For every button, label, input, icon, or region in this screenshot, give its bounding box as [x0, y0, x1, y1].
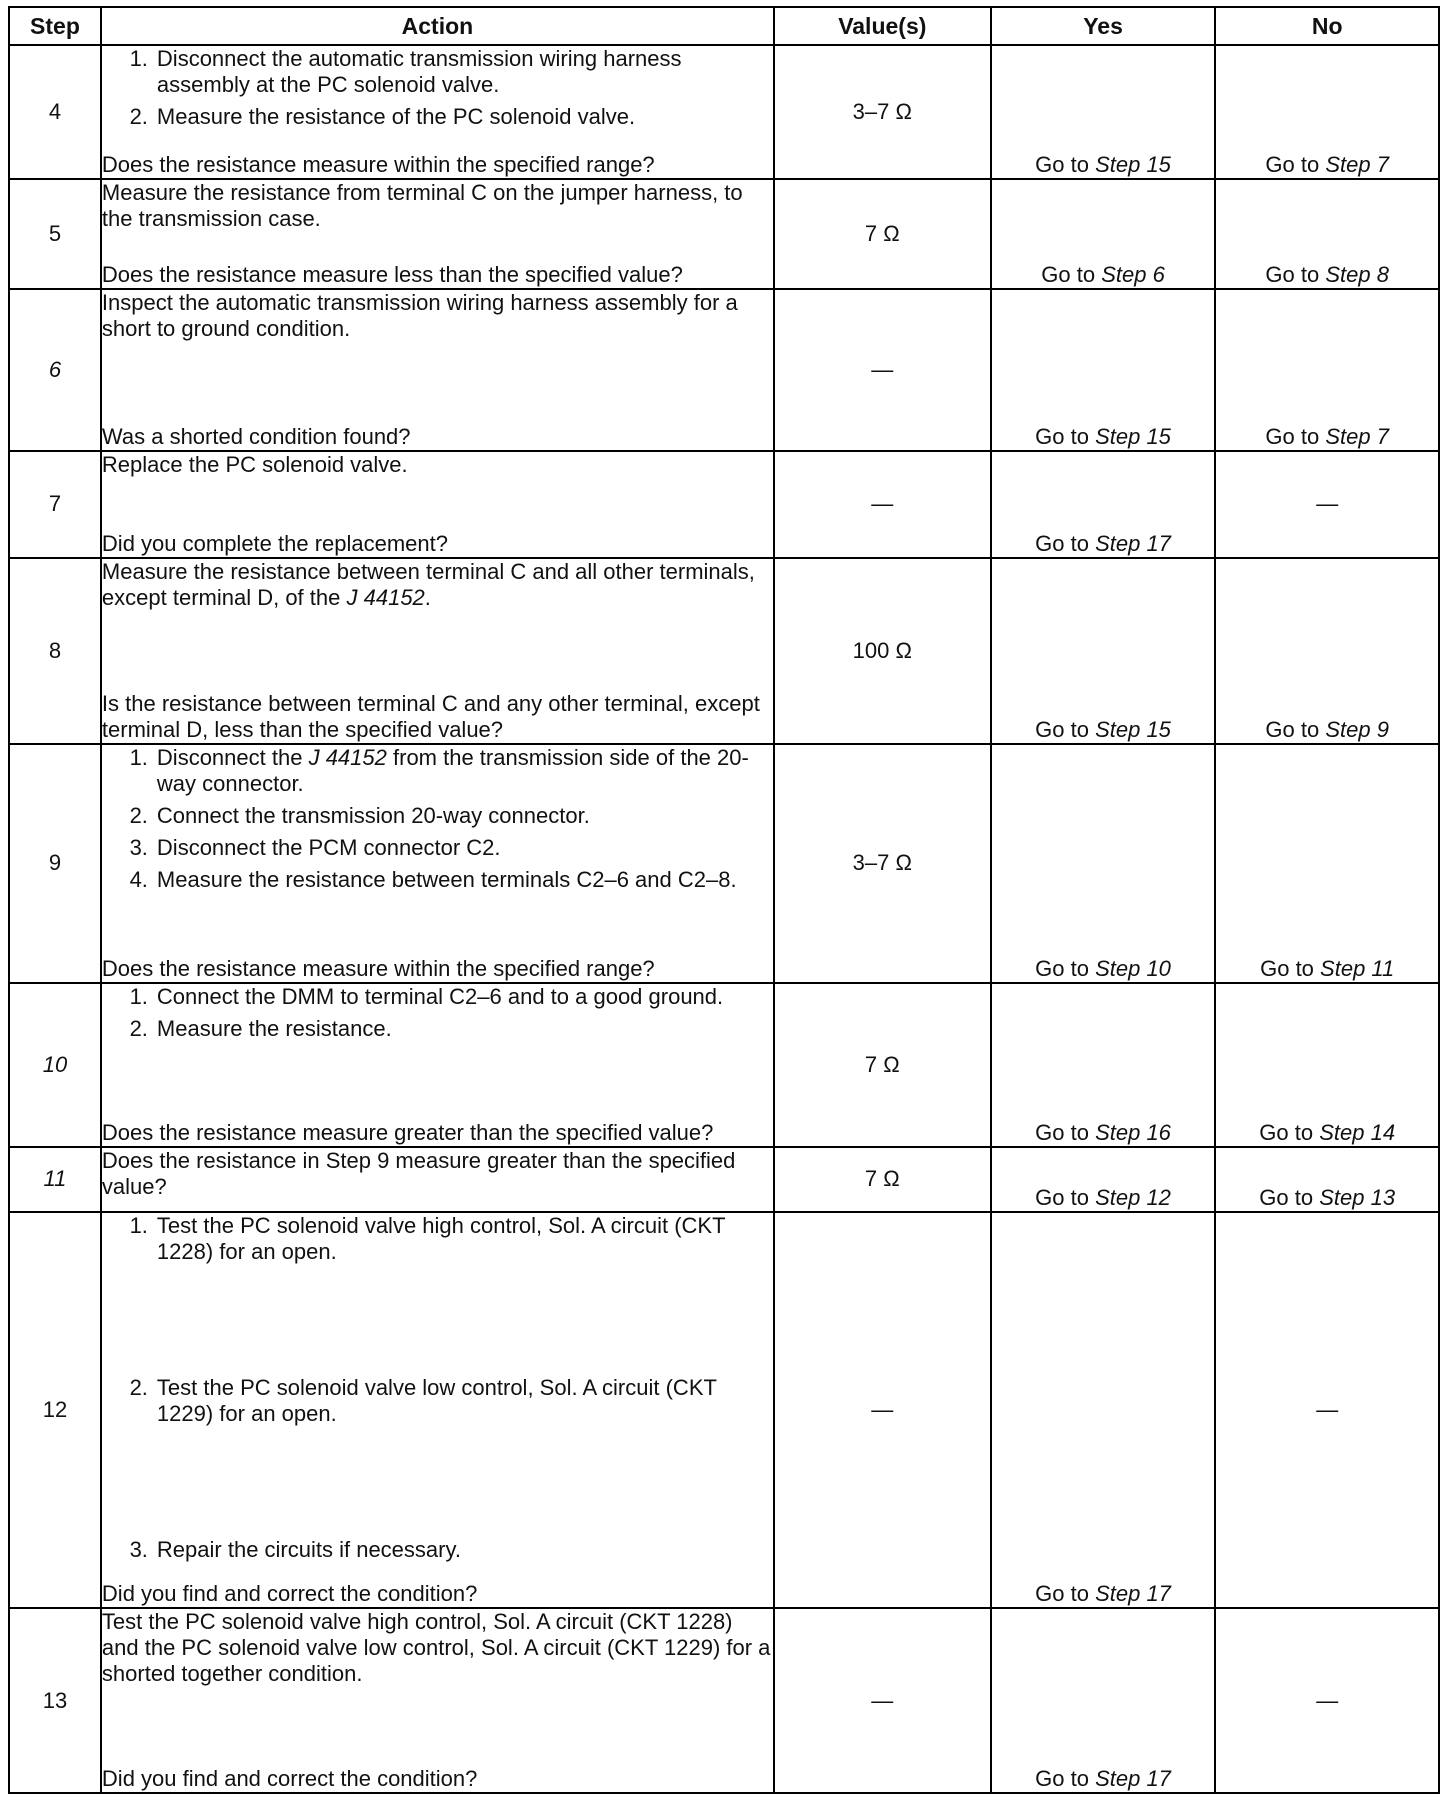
- list-item: [102, 1213, 773, 1265]
- step-number: 7: [9, 451, 101, 558]
- no-cell: —: [1215, 451, 1439, 558]
- item-number: 2.: [129, 1016, 148, 1042]
- goto-step-link[interactable]: Step 7: [1325, 152, 1389, 178]
- goto-step-link[interactable]: Step 7: [1325, 423, 1389, 449]
- value-cell: —: [774, 451, 991, 558]
- table-row: [9, 558, 1439, 744]
- instruction-text: .: [424, 584, 431, 610]
- list-item: [102, 104, 773, 130]
- list-item: [102, 835, 773, 861]
- goto-step-link[interactable]: Step 15: [1095, 716, 1171, 742]
- action-cell: [101, 1147, 774, 1213]
- step-question: Did you complete the replacement?: [101, 530, 449, 556]
- yes-cell: [991, 744, 1216, 983]
- goto-text: Go to: [1265, 262, 1320, 288]
- list-item: [102, 803, 773, 829]
- list-item: [102, 1016, 773, 1042]
- value-cell: 7 Ω: [774, 983, 991, 1147]
- step-question: Did you find and correct the condition?: [101, 1766, 478, 1791]
- goto-step-link[interactable]: Step 11: [1320, 956, 1395, 982]
- item-text: Disconnect the automatic transmission wiring harness assembly at the PC solenoid valve.: [156, 46, 682, 97]
- item-number: 2.: [129, 104, 148, 129]
- step-number: 11: [9, 1147, 101, 1213]
- list-item: [102, 745, 773, 797]
- yes-cell: [991, 983, 1216, 1147]
- yes-cell: [991, 1147, 1216, 1213]
- step-number: 13: [9, 1608, 101, 1793]
- item-text: Connect the transmission 20-way connector.: [156, 802, 590, 828]
- item-text: [157, 745, 773, 797]
- goto-step-link[interactable]: Step 12: [1095, 1185, 1171, 1211]
- header-action: Action: [101, 7, 774, 45]
- goto-step-link[interactable]: Step 10: [1095, 956, 1171, 982]
- item-text: Measure the resistance.: [156, 1016, 392, 1042]
- goto-step-link[interactable]: Step 9: [1325, 716, 1389, 742]
- yes-cell: [991, 451, 1216, 558]
- step-instruction: Test the PC solenoid valve high control, Sol. A circuit (CKT 1228) and the PC solenoid valve low control, Sol. A circuit (CKT 1229) for a shorted together condition.: [101, 1609, 771, 1687]
- no-cell: [1215, 983, 1439, 1147]
- step-number: 4: [9, 45, 101, 179]
- no-cell: [1215, 45, 1439, 179]
- goto-step-link[interactable]: Step 6: [1101, 262, 1165, 288]
- item-text: Disconnect the PCM connector C2.: [156, 834, 501, 860]
- yes-cell: [991, 558, 1216, 744]
- header-step: Step: [9, 7, 101, 45]
- list-item: [102, 1537, 773, 1563]
- goto-text: Go to: [1260, 956, 1314, 982]
- goto-text: Go to: [1259, 1185, 1314, 1211]
- step-question: Does the resistance measure greater than the specified value?: [101, 1119, 714, 1145]
- item-text: Repair the circuits if necessary.: [156, 1537, 461, 1563]
- value-cell: 3–7 Ω: [774, 744, 991, 983]
- action-steps: [102, 1213, 773, 1581]
- step-number: 5: [9, 179, 101, 289]
- list-item: [102, 984, 773, 1010]
- goto-text: Go to: [1035, 1766, 1089, 1791]
- goto-text: Go to: [1035, 1185, 1089, 1211]
- step-instruction: Measure the resistance from terminal C on the jumper harness, to the transmission case.: [101, 180, 743, 232]
- goto-text: Go to: [1035, 530, 1089, 556]
- table-row: [9, 45, 1439, 179]
- header-row: [9, 7, 1439, 45]
- goto-text: Go to: [1035, 956, 1089, 982]
- goto-step-link[interactable]: Step 13: [1319, 1185, 1396, 1211]
- table-row: [9, 451, 1439, 558]
- item-number: 3.: [129, 1537, 148, 1563]
- action-cell: [101, 1212, 774, 1608]
- header-values: Value(s): [774, 7, 991, 45]
- table-row: [9, 179, 1439, 289]
- no-cell: [1215, 1147, 1439, 1213]
- table-row: [9, 744, 1439, 983]
- table-row: [9, 1608, 1439, 1793]
- yes-cell: [991, 1608, 1216, 1793]
- step-question: Does the resistance in Step 9 measure greater than the specified value?: [101, 1147, 736, 1199]
- action-cell: [101, 744, 774, 983]
- goto-text: Go to: [1035, 152, 1089, 178]
- value-cell: —: [774, 289, 991, 451]
- step-number: 10: [9, 983, 101, 1147]
- step-number: 8: [9, 558, 101, 744]
- item-text: Test the PC solenoid valve low control, Sol. A circuit (CKT 1229) for an open.: [156, 1375, 717, 1427]
- item-number: 1.: [129, 1213, 148, 1239]
- goto-step-link[interactable]: Step 15: [1095, 152, 1171, 178]
- step-question: Does the resistance measure within the specified range?: [101, 152, 655, 178]
- instruction-text: Disconnect the: [156, 744, 303, 770]
- table-row: [9, 289, 1439, 451]
- step-instruction: [102, 559, 773, 611]
- goto-text: Go to: [1265, 423, 1320, 449]
- table-row: [9, 983, 1439, 1147]
- list-item: [102, 1375, 773, 1427]
- step-question: Does the resistance measure less than the specified value?: [101, 262, 683, 288]
- no-cell: —: [1215, 1212, 1439, 1608]
- no-cell: [1215, 179, 1439, 289]
- action-cell: [101, 179, 774, 289]
- item-number: 1.: [129, 984, 148, 1010]
- goto-text: Go to: [1035, 1119, 1089, 1145]
- goto-text: Go to: [1041, 262, 1096, 288]
- action-steps: [102, 46, 773, 136]
- item-number: 1.: [129, 744, 148, 770]
- step-question: Is the resistance between terminal C and any other terminal, except terminal D, less than the specified value?: [101, 690, 760, 742]
- value-cell: 7 Ω: [774, 1147, 991, 1213]
- goto-step-link[interactable]: Step 16: [1095, 1119, 1171, 1145]
- item-text: Test the PC solenoid valve high control, Sol. A circuit (CKT 1228) for an open.: [156, 1213, 726, 1265]
- yes-cell: [991, 1212, 1216, 1608]
- header-yes: Yes: [991, 7, 1216, 45]
- step-question: Was a shorted condition found?: [101, 423, 411, 449]
- no-cell: —: [1215, 1608, 1439, 1793]
- goto-step-link[interactable]: Step 15: [1095, 423, 1171, 449]
- item-number: 4.: [129, 866, 148, 892]
- step-question: Did you find and correct the condition?: [101, 1581, 478, 1607]
- action-cell: [101, 983, 774, 1147]
- goto-step-link[interactable]: Step 8: [1325, 262, 1389, 288]
- item-number: 2.: [129, 802, 148, 828]
- instruction-text: Measure the resistance between terminal C and all other terminals, except terminal D, of the: [101, 558, 755, 610]
- step-question: Does the resistance measure within the specified range?: [101, 956, 655, 982]
- step-instruction: Inspect the automatic transmission wiring harness assembly for a short to ground condition.: [101, 290, 738, 342]
- list-item: [102, 867, 773, 893]
- instruction-text: from the transmission side of the 20-way connector.: [156, 744, 749, 796]
- tool-reference: J 44152: [346, 584, 425, 610]
- action-cell: [101, 558, 774, 744]
- goto-step-link[interactable]: Step 17: [1095, 1766, 1171, 1791]
- table-row: [9, 1147, 1439, 1213]
- no-cell: [1215, 744, 1439, 983]
- goto-text: Go to: [1035, 716, 1089, 742]
- yes-cell: [991, 45, 1216, 179]
- header-no: No: [1215, 7, 1439, 45]
- item-number: 2.: [129, 1375, 148, 1401]
- yes-cell: [991, 289, 1216, 451]
- action-cell: [101, 451, 774, 558]
- action-steps: [102, 984, 773, 1048]
- action-cell: [101, 1608, 774, 1793]
- step-number: 12: [9, 1212, 101, 1608]
- value-cell: —: [774, 1212, 991, 1608]
- goto-text: Go to: [1259, 1119, 1314, 1145]
- value-cell: 100 Ω: [774, 558, 991, 744]
- item-number: 3.: [129, 834, 148, 860]
- tool-reference: J 44152: [308, 744, 387, 770]
- item-text: Measure the resistance of the PC solenoid valve.: [156, 104, 636, 129]
- action-steps: [102, 745, 773, 899]
- no-cell: [1215, 289, 1439, 451]
- goto-text: Go to: [1035, 1581, 1089, 1607]
- step-instruction: Replace the PC solenoid valve.: [101, 451, 408, 477]
- action-cell: [101, 45, 774, 179]
- goto-step-link[interactable]: Step 17: [1095, 530, 1171, 556]
- step-number: 9: [9, 744, 101, 983]
- goto-step-link[interactable]: Step 17: [1095, 1581, 1171, 1607]
- value-cell: —: [774, 1608, 991, 1793]
- value-cell: 3–7 Ω: [774, 45, 991, 179]
- no-cell: [1215, 558, 1439, 744]
- goto-step-link[interactable]: Step 14: [1319, 1119, 1396, 1145]
- goto-text: Go to: [1035, 423, 1089, 449]
- action-cell: [101, 289, 774, 451]
- item-text: Connect the DMM to terminal C2–6 and to a good ground.: [156, 984, 724, 1010]
- goto-text: Go to: [1265, 152, 1320, 178]
- item-text: Measure the resistance between terminals C2–6 and C2–8.: [156, 866, 737, 892]
- value-cell: 7 Ω: [774, 179, 991, 289]
- goto-text: Go to: [1265, 716, 1320, 742]
- yes-cell: [991, 179, 1216, 289]
- table-row: [9, 1212, 1439, 1608]
- item-number: 1.: [129, 46, 148, 71]
- list-item: [102, 46, 773, 98]
- diagnostic-table: [8, 6, 1440, 1794]
- step-number: 6: [9, 289, 101, 451]
